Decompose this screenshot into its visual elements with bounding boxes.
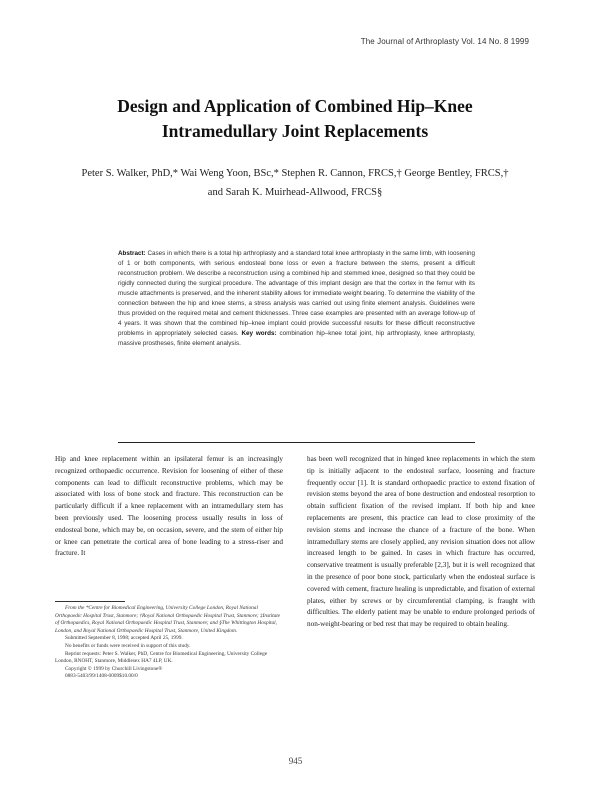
body-paragraph: Hip and knee replacement within an ipsilateral femur is an increasingly recognized orthopaedic occurrence. Revision for loosening of either of these components can lead to difficult reconstructive problems, which may be associated with loss of bone stock and fracture. This reconstruction can be particularly difficult if a knee replacement with an intramedullary stem has been previously used. The loosening process usually results in loss of endosteal bone, which may be, on occasion, severe, and the stem of either hip or knee can penetrate the cortical area of bone leading to a stress-riser and fracture. It	[55, 455, 283, 558]
funding-note: No benefits or funds were received in support of this study.	[65, 642, 191, 649]
body-column-left	[55, 454, 283, 560]
keywords-label: Key words:	[241, 330, 277, 337]
keywords: combination hip–knee total joint, hip arthroplasty, knee arthroplasty, massive prostheses, finite element analysis.	[118, 330, 475, 347]
journal-citation: The Journal of Arthroplasty Vol. 14 No. 8 1999	[360, 37, 529, 46]
body-paragraph: has been well recognized that in hinged knee replacements in which the stem tip is initially adjacent to the endosteal surface, loosening and fracture frequently occur [1]. It is standard orthopaedic practice to extend fixation of revision stems beyond the area of bone destruction and endosteal resorption to obtain sufficient fixation of the revised implant. If both hip and knee replacements are present, this practice can lead to close proximity of the revision stems and increase the chance of a fracture of the bone. When intramedullary stems are closely applied, any revision situation does not allow increased length to be gained. In cases in which fracture has occurred, conservative treatment is usually preferable [2,3], but it is well recognized that in the presence of poor bone stock, particularly when the endosteal surface is covered with cement, fracture healing is unpredictable, and fixation of external plates, either by screws or by circumferential clamping, is fraught with difficulties. The elderly patient may be unable to endure prolonged periods of non-weight-bearing or bed rest that may be required to obtain healing.	[307, 455, 535, 629]
footnote-divider	[55, 601, 125, 602]
submission-note: Submitted September 8, 1998; accepted April 25, 1999.	[65, 635, 183, 642]
author-list: Peter S. Walker, PhD,* Wai Weng Yoon, BSc,* Stephen R. Cannon, FRCS,† George Bentley, FRCS,† and Sarah K. Muirhead-Allwood, FRCS§	[81, 168, 509, 198]
abstract-body: Cases in which there is a total hip arthroplasty and a standard total knee arthroplasty in the same limb, with loosening of 1 or both components, with serious endosteal bone loss or even a fracture between the stems, present a difficult reconstruction problem. We describe a reconstruction using a combined hip and stemmed knee, designed so that they could be rigidly connected during the surgical procedure. The advantage of this implant design are that the cortex in the femur with its muscle attachments is preserved, and the inherent stability allows for immediate weight bearing. To determine the viability of the connection between the hip and knee stems, a stress analysis was carried out using finite element analysis. Guidelines were thus provided on the required metal and cement thicknesses. Three case examples are presented with an average follow-up of 4 years. It was shown that the combined hip–knee implant could provide successful results for these difficult reconstructive problems in appropriately selected cases.	[118, 250, 476, 337]
page-number: 945	[288, 756, 303, 766]
abstract	[118, 249, 475, 349]
reprint-note: Reprint requests: Peter S. Walker, PhD, Centre for Biomedical Engineering, University College London, RNOHT, Stanmore, Middlesex HA7 4LP, UK.	[55, 650, 268, 665]
article-title: Design and Application of Combined Hip–Knee Intramedullary Joint Replacements	[117, 96, 473, 141]
abstract-divider	[118, 442, 475, 443]
body-column-right	[307, 454, 535, 631]
copyright-note: Copyright © 1999 by Churchill Livingstone®	[65, 665, 163, 672]
abstract-label: Abstract:	[118, 250, 146, 257]
affiliation-note: From the *Centre for Biomedical Engineering, University College London, Royal National Orthopaedic Hospital Trust, Stanmore; †Royal National Orthopaedic Hospital Trust, Stanmore; ‡Institute of Orthopaedics, Royal National Orthopaedic Hospital Trust, Stanmore; and §The Whittington Hospital, London, and Royal National Orthopaedic Hospital Trust, Stanmore, United Kingdom.	[55, 605, 281, 634]
issn-note: 0883-5403/99/1408-0009$10.00/0	[65, 673, 138, 680]
footnotes	[55, 605, 283, 681]
